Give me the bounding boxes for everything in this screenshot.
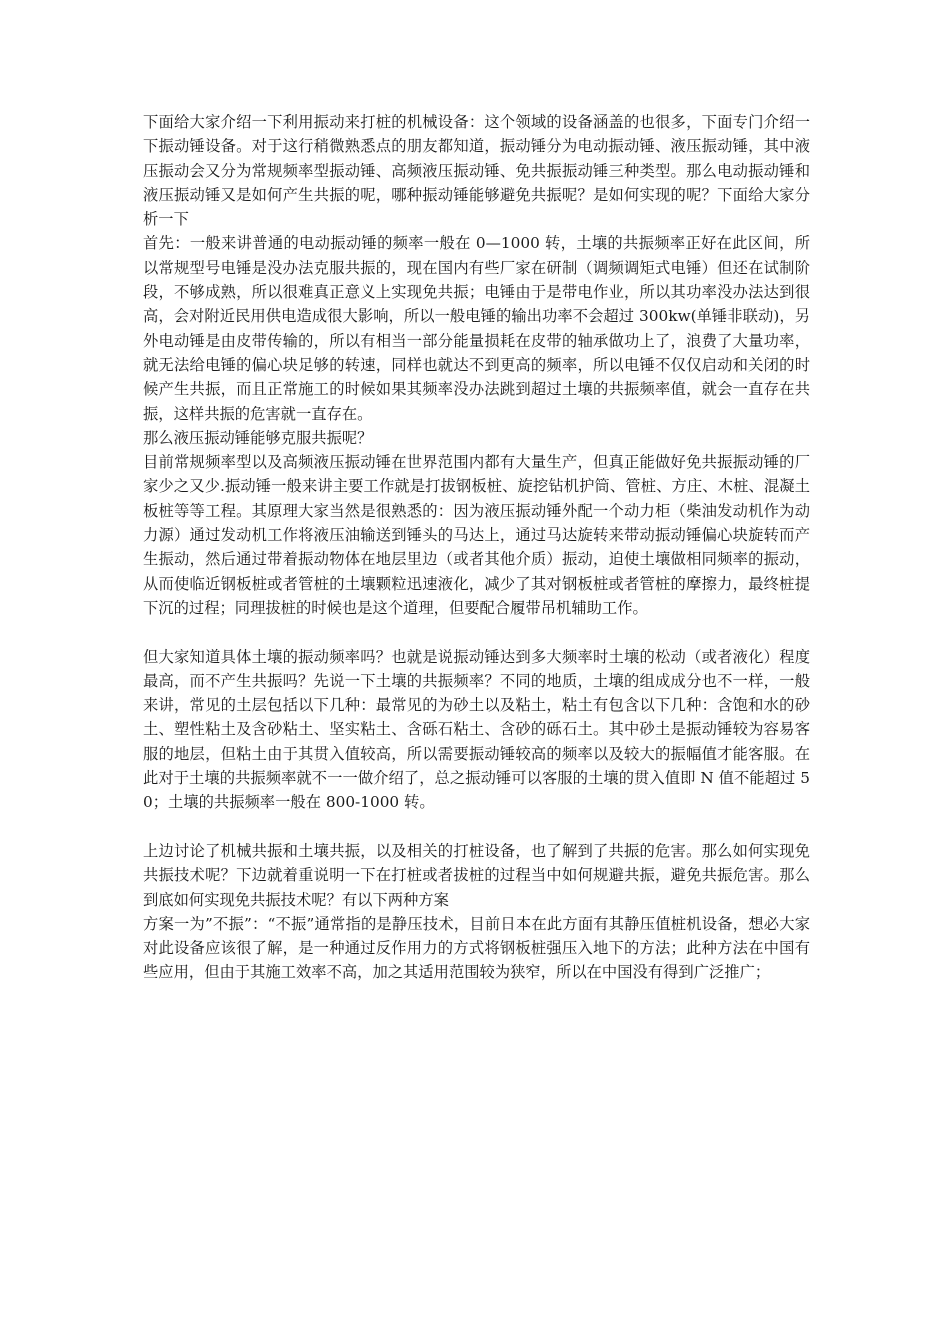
paragraph-soil-frequency: 但大家知道具体土壤的振动频率吗？也就是说振动锤达到多大频率时土壤的松动（或者液化）程度最高，而不产生共振吗？先说一下土壤的共振频率？不同的地质，土壤的组成成分也不一样，一般来讲，常见的土层包括以下几种：最常见的为砂土以及粘土，粘土有包含以下几种：含饱和水的砂土、塑性粘土及含砂粘土、坚实粘土、含砾石粘土、含砂的砾石土。其中砂土是振动锤较为容易客服的地层，但粘土由于其贯入值较高，所以需要振动锤较高的频率以及较大的振幅值才能客服。在此对于土壤的共振频率就不一一做介绍了，总之振动锤可以客服的土壤的贯入值即 N 值不能超过 50；土壤的共振频率一般在 800-1000 转。: [143, 647, 810, 812]
paragraph-plan-one: 方案一为”不振”：“不振”通常指的是静压技术，目前日本在此方面有其静压值桩机设备，想必大家对此设备应该很了解，是一种通过反作用力的方式将钢板桩强压入地下的方法；此种方法在中国有些应用，但由于其施工效率不高，加之其适用范围较为狭窄，所以在中国没有得到广泛推广；: [143, 914, 810, 982]
paragraph-intro: 下面给大家介绍一下利用振动来打桩的机械设备：这个领域的设备涵盖的也很多，下面专门介绍一下振动锤设备。对于这行稍微熟悉点的朋友都知道，振动锤分为电动振动锤、液压振动锤，其中液压振动会又分为常规频率型振动锤、高频液压振动锤、免共振振动锤三种类型。那么电动振动锤和液压振动锤又是如何产生共振的呢，哪种振动锤能够避免共振呢？是如何实现的呢？下面给大家分析一下: [143, 113, 810, 229]
document-body: [143, 110, 810, 985]
paragraph-spacer: [143, 620, 810, 644]
paragraph-hydraulic-question: 那么液压振动锤能够克服共振呢？: [143, 428, 373, 447]
paragraph-hydraulic-principle: 目前常规频率型以及高频液压振动锤在世界范围内都有大量生产，但真正能做好免共振振动锤的厂家少之又少.振动锤一般来讲主要工作就是打拔钢板桩、旋挖钻机护筒、管桩、方庄、木桩、混凝土板桩等等工程。其原理大家当然是很熟悉的：因为液压振动锤外配一个动力柜（柴油发动机作为动力源）通过发动机工作将液压油输送到锤头的马达上，通过马达旋转来带动振动锤偏心块旋转而产生振动，然后通过带着振动物体在地层里边（或者其他介质）振动，迫使土壤做相同频率的振动，从而使临近钢板桩或者管桩的土壤颗粒迅速液化，减少了其对钢板桩或者管桩的摩擦力，最终桩提下沉的过程；同理拔桩的时候也是这个道理，但要配合履带吊机辅助工作。: [143, 453, 810, 617]
paragraph-electric-hammer: 首先：一般来讲普通的电动振动锤的频率一般在 0—1000 转，土壤的共振频率正好在此区间，所以常规型号电锤是没办法克服共振的，现在国内有些厂家在研制（调频调矩式电锤）但还在试制阶段，不够成熟，所以很难真正意义上实现免共振；电锤由于是带电作业，所以其功率没办法达到很高，会对附近民用供电造成很大影响，所以一般电锤的输出功率不会超过 300kw(单锤非联动)，另外电动锤是由皮带传输的，所以有相当一部分能量损耗在皮带的轴承做功上了，浪费了大量功率，就无法给电锤的偏心块足够的转速，同样也就达不到更高的频率，所以电锤不仅仅启动和关闭的时候产生共振，而且正常施工的时候如果其频率没办法跳到超过土壤的共振频率值，就会一直存在共振，这样共振的危害就一直存在。: [143, 234, 810, 423]
paragraph-resonance-free-intro: 上边讨论了机械共振和土壤共振，以及相关的打桩设备，也了解到了共振的危害。那么如何实现免共振技术呢？下边就着重说明一下在打桩或者拔桩的过程当中如何规避共振，避免共振危害。那么到底如何实现免共振技术呢？有以下两种方案: [143, 841, 810, 909]
paragraph-spacer: [143, 815, 810, 839]
